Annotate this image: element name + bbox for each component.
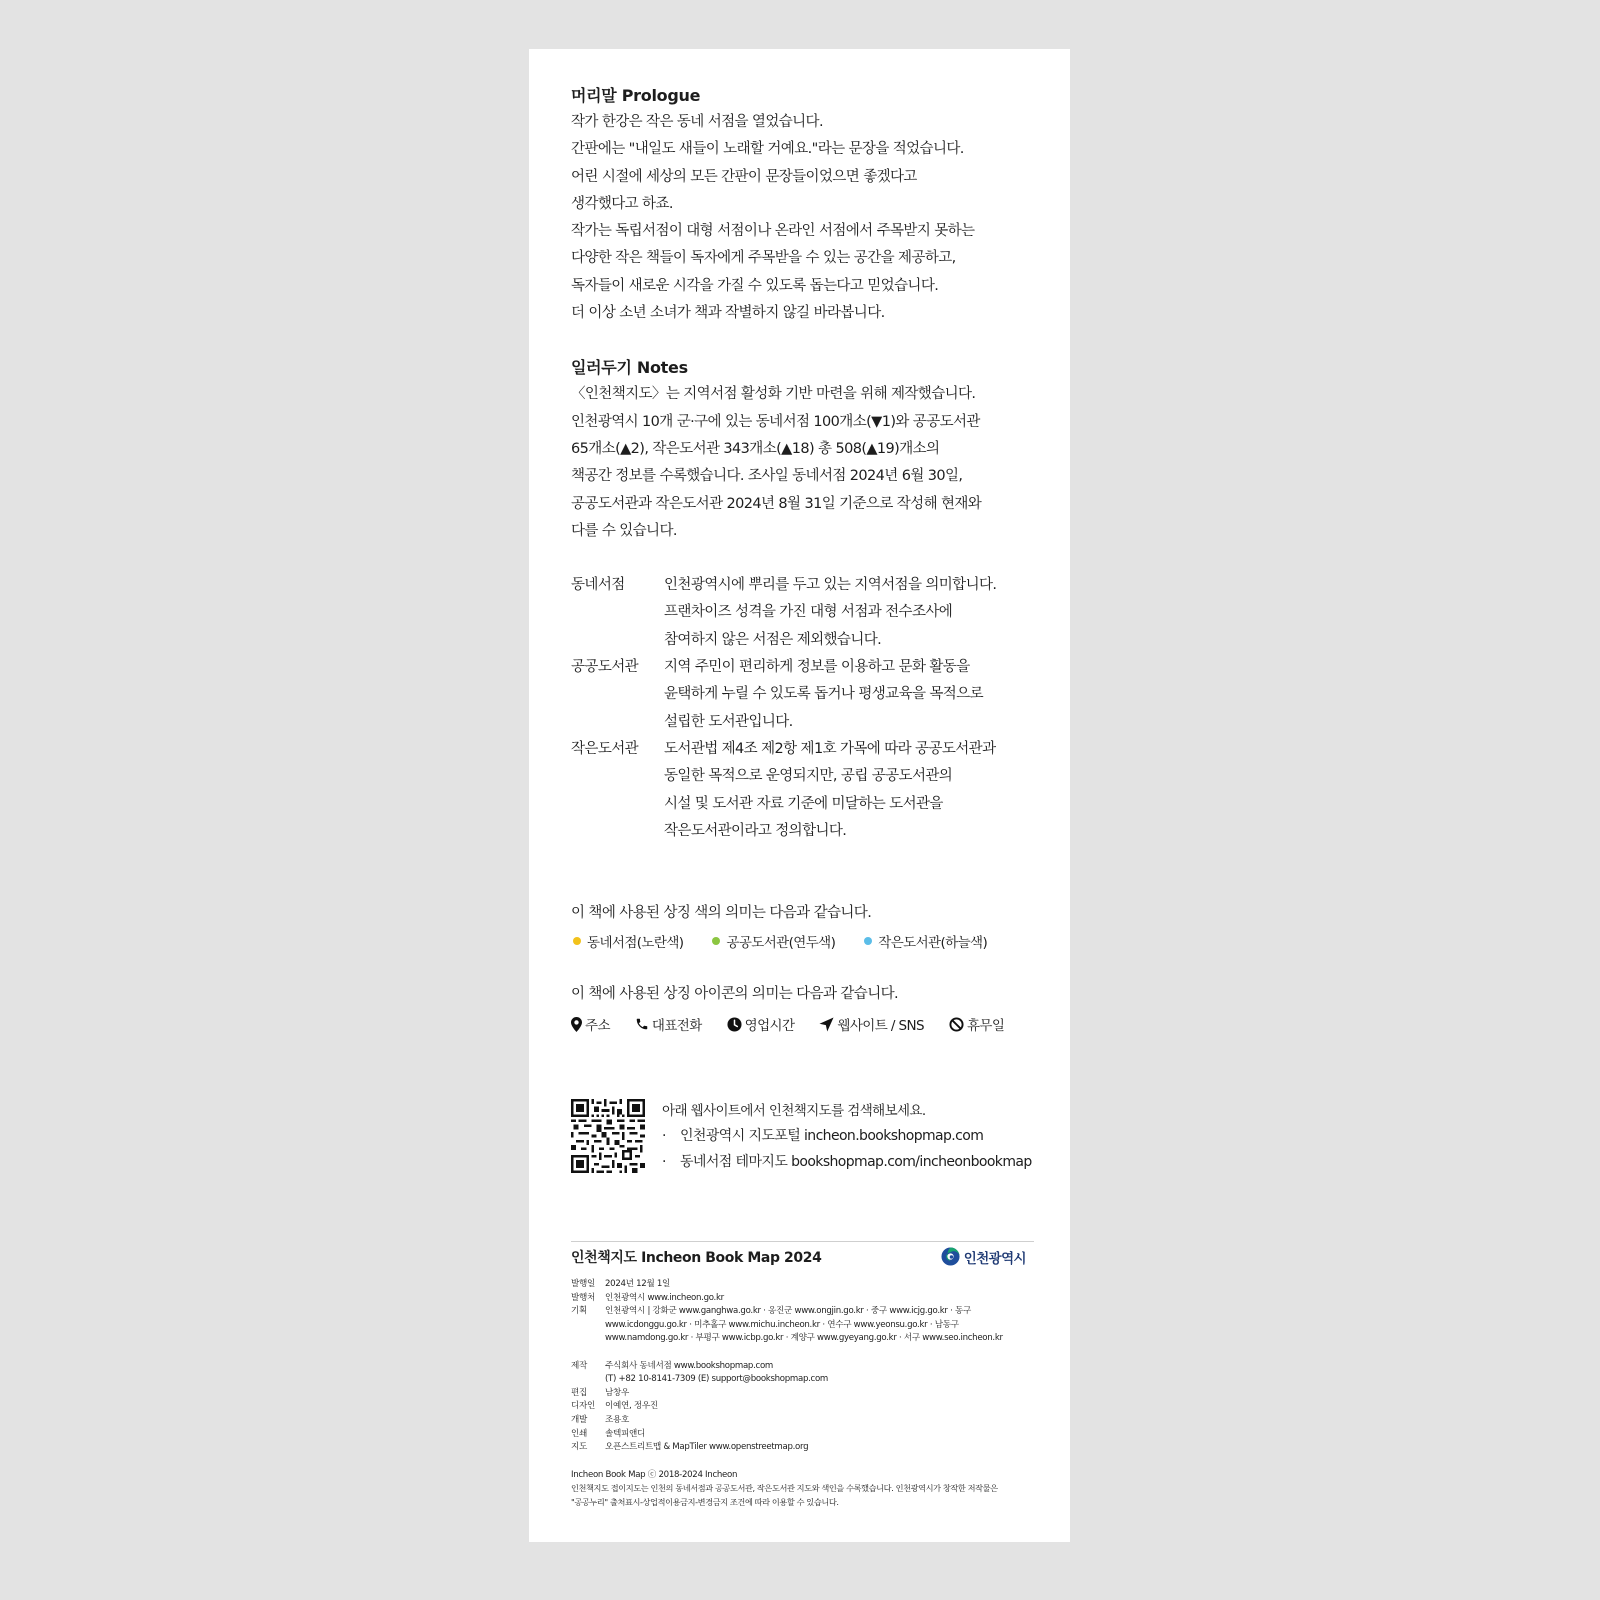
credit-row bbox=[571, 1414, 1034, 1428]
credit-value: 주식회사 동네서점 www.bookshopmap.com bbox=[605, 1360, 773, 1371]
definition-line: 윤택하게 누릴 수 있도록 돕거나 평생교육을 목적으로 bbox=[664, 686, 984, 703]
credit-label: 인쇄 bbox=[571, 1428, 588, 1439]
notes-line: 인천광역시 10개 군·구에 있는 동네서점 100개소(▼1)와 공공도서관 bbox=[571, 413, 980, 430]
credit-label bbox=[571, 1373, 605, 1387]
website-block bbox=[571, 1099, 1032, 1175]
definition-description bbox=[664, 736, 1041, 845]
icon-legend-label: 휴무일 bbox=[966, 1018, 1005, 1035]
navigation-arrow-icon bbox=[819, 1017, 834, 1032]
credit-label: 개발 bbox=[571, 1414, 588, 1425]
icon-legend-intro: 이 책에 사용된 상징 아이콘의 의미는 다음과 같습니다. bbox=[571, 986, 899, 1003]
definition-small-library bbox=[571, 736, 1041, 845]
website-link-text[interactable]: 인천광역시 지도포털 incheon.bookshopmap.com bbox=[680, 1128, 984, 1144]
credit-value: 조용호 bbox=[605, 1414, 630, 1425]
map-pin-icon bbox=[571, 1017, 582, 1032]
credit-label: 디자인 bbox=[571, 1401, 596, 1412]
clock-icon bbox=[727, 1017, 742, 1032]
definition-bookstore bbox=[571, 572, 1041, 654]
green-dot-icon bbox=[712, 937, 720, 945]
yellow-dot-icon bbox=[573, 937, 581, 945]
credit-label: 지도 bbox=[571, 1442, 588, 1453]
prologue-line: 생각했다고 하죠. bbox=[571, 195, 673, 212]
icon-legend-item-hours bbox=[727, 1014, 795, 1034]
prohibited-icon bbox=[949, 1017, 964, 1032]
prologue-heading: 머리말 Prologue bbox=[571, 86, 701, 105]
license-line: "공공누리" 출처표시-상업적이용금지-변경금지 조건에 따라 이용할 수 있습니다. bbox=[571, 1496, 839, 1507]
definition-line: 프랜차이즈 성격을 가진 대형 서점과 전수조사에 bbox=[664, 604, 953, 621]
bullet: · bbox=[662, 1153, 666, 1170]
phone-icon bbox=[635, 1017, 649, 1031]
definitions-table bbox=[571, 572, 1041, 845]
definition-description bbox=[664, 572, 1041, 654]
credit-value: www.icdonggu.go.kr · 미추홀구 www.michu.incheon.kr · 연수구 www.yeonsu.go.kr · 남동구 bbox=[605, 1319, 959, 1330]
prologue-line: 작가 한강은 작은 동네 서점을 열었습니다. bbox=[571, 114, 823, 130]
license-line: 인천책지도 접이지도는 인천의 동네서점과 공공도서관, 작은도서관 지도와 색인을 수록했습니다. 인천광역시가 창작한 저작물은 bbox=[571, 1483, 998, 1494]
credit-label: 제작 bbox=[571, 1360, 588, 1371]
icon-legend-label: 웹사이트 / SNS bbox=[837, 1018, 924, 1035]
incheon-logo bbox=[941, 1247, 1026, 1267]
sky-blue-dot-icon bbox=[864, 937, 872, 945]
page-content bbox=[571, 82, 1041, 1036]
credit-label: 편집 bbox=[571, 1387, 588, 1398]
definition-line: 지역 주민이 편리하게 정보를 이용하고 문화 활동을 bbox=[664, 659, 970, 676]
copyright: Incheon Book Map ⓒ 2018-2024 Incheon bbox=[571, 1469, 738, 1480]
credit-value: 솔텍피앤디 bbox=[605, 1428, 646, 1439]
color-legend-label: 동네서점(노란색) bbox=[587, 935, 684, 952]
website-intro: 아래 웹사이트에서 인천책지도를 검색해보세요. bbox=[662, 1103, 926, 1119]
prologue-line: 더 이상 소년 소녀가 책과 작별하지 않길 바라봅니다. bbox=[571, 305, 885, 322]
website-text bbox=[662, 1099, 1032, 1175]
color-legend-item-bookstore bbox=[571, 931, 683, 951]
credit-value: (T) +82 10-8141-7309 (E) support@bookshopmap.com bbox=[605, 1374, 828, 1385]
definition-line: 시설 및 도서관 자료 기준에 미달하는 도서관을 bbox=[664, 795, 943, 812]
definition-line: 설립한 도서관입니다. bbox=[664, 713, 793, 730]
credit-row bbox=[571, 1428, 1034, 1442]
color-legend-intro: 이 책에 사용된 상징 색의 의미는 다음과 같습니다. bbox=[571, 905, 872, 922]
icon-legend bbox=[571, 1012, 1041, 1036]
notes-line: 65개소(▲2), 작은도서관 343개소(▲18) 총 508(▲19)개소의 bbox=[571, 440, 940, 457]
website-link-map-portal[interactable] bbox=[662, 1124, 1032, 1150]
icon-legend-label: 영업시간 bbox=[744, 1018, 795, 1035]
color-legend bbox=[571, 929, 1041, 953]
credit-row bbox=[571, 1387, 1034, 1401]
credit-label bbox=[571, 1319, 605, 1333]
colophon-title: 인천책지도 Incheon Book Map 2024 bbox=[571, 1249, 822, 1266]
prologue-line: 어린 시절에 세상의 모든 간판이 문장들이었으면 좋겠다고 bbox=[571, 168, 917, 185]
notes-heading: 일러두기 Notes bbox=[571, 358, 688, 378]
icon-legend-label: 대표전화 bbox=[651, 1018, 702, 1035]
credit-row bbox=[571, 1292, 1034, 1306]
credit-value: 남창우 bbox=[605, 1387, 630, 1398]
color-legend-label: 공공도서관(연두색) bbox=[726, 935, 836, 952]
definition-line: 인천광역시에 뿌리를 두고 있는 지역서점을 의미합니다. bbox=[664, 577, 997, 594]
definition-description bbox=[664, 654, 1041, 736]
prologue-line: 다양한 작은 책들이 독자에게 주목받을 수 있는 공간을 제공하고, bbox=[571, 250, 956, 267]
credit-value: 인천광역시 www.incheon.go.kr bbox=[605, 1292, 724, 1303]
definition-line: 동일한 목적으로 운영되지만, 공립 공공도서관의 bbox=[664, 768, 953, 785]
icon-legend-item-address bbox=[571, 1014, 610, 1034]
notes-body bbox=[571, 381, 1041, 545]
bullet: · bbox=[662, 1128, 666, 1144]
credit-row bbox=[571, 1278, 1034, 1292]
prologue-line: 독자들이 새로운 시각을 가질 수 있도록 돕는다고 믿었습니다. bbox=[571, 277, 939, 294]
credits bbox=[571, 1278, 1034, 1455]
definition-line: 작은도서관이라고 정의합니다. bbox=[664, 822, 847, 839]
incheon-emblem-icon bbox=[941, 1247, 960, 1266]
website-link-theme-map[interactable] bbox=[662, 1150, 1032, 1176]
definition-line: 도서관법 제4조 제2항 제1호 가목에 따라 공공도서관과 bbox=[664, 740, 996, 757]
icon-legend-item-website bbox=[819, 1014, 924, 1034]
credit-value: 오픈스트리트맵 & MapTiler www.openstreetmap.org bbox=[605, 1442, 809, 1453]
credit-label: 기획 bbox=[571, 1306, 588, 1317]
notes-line: 다를 수 있습니다. bbox=[571, 522, 677, 539]
credit-label bbox=[571, 1332, 605, 1346]
credit-value: 2024년 12월 1일 bbox=[605, 1279, 671, 1289]
credit-value: 인천광역시 | 강화군 www.ganghwa.go.kr · 옹진군 www.ongjin.go.kr · 중구 www.icjg.go.kr · 동구 bbox=[605, 1306, 971, 1317]
book-page bbox=[529, 49, 1070, 1542]
qr-code-icon[interactable] bbox=[571, 1099, 645, 1173]
notes-line: 공공도서관과 작은도서관 2024년 8월 31일 기준으로 작성해 현재와 bbox=[571, 495, 982, 512]
credit-row bbox=[571, 1332, 1034, 1346]
prologue-body bbox=[571, 109, 1041, 327]
prologue-line: 작가는 독립서점이 대형 서점이나 온라인 서점에서 주목받지 못하는 bbox=[571, 223, 975, 240]
credit-label: 발행처 bbox=[571, 1292, 596, 1303]
definition-public-library bbox=[571, 654, 1041, 736]
icon-legend-item-closed bbox=[949, 1014, 1004, 1034]
colophon-header bbox=[571, 1242, 1034, 1271]
credit-row bbox=[571, 1319, 1034, 1333]
color-legend-item-small-library bbox=[862, 931, 987, 951]
credit-row bbox=[571, 1360, 1034, 1374]
notes-line: 책공간 정보를 수록했습니다. 조사일 동네서점 2024년 6월 30일, bbox=[571, 468, 963, 485]
definition-line: 참여하지 않은 서점은 제외했습니다. bbox=[664, 631, 882, 648]
prologue-line: 간판에는 "내일도 새들이 노래할 거예요."라는 문장을 적었습니다. bbox=[571, 141, 964, 158]
credit-value: 이예연, 정우진 bbox=[605, 1401, 658, 1412]
color-legend-label: 작은도서관(하늘색) bbox=[878, 935, 988, 952]
credit-value: www.namdong.go.kr · 부평구 www.icbp.go.kr · 계양구 www.gyeyang.go.kr · 서구 www.seo.incheon.kr bbox=[605, 1333, 1003, 1344]
credit-row bbox=[571, 1441, 1034, 1455]
definition-term: 공공도서관 bbox=[571, 659, 639, 676]
credit-label: 발행일 bbox=[571, 1279, 596, 1289]
credit-row bbox=[571, 1400, 1034, 1414]
icon-legend-item-phone bbox=[635, 1014, 702, 1034]
credit-row bbox=[571, 1373, 1034, 1387]
icon-legend-label: 주소 bbox=[585, 1018, 610, 1035]
definition-term: 작은도서관 bbox=[571, 740, 639, 757]
website-link-text[interactable]: 동네서점 테마지도 bookshopmap.com/incheonbookmap bbox=[680, 1153, 1032, 1170]
credit-row bbox=[571, 1305, 1034, 1319]
color-legend-item-public-library bbox=[710, 931, 835, 951]
definition-term: 동네서점 bbox=[571, 577, 625, 594]
logo-text: 인천광역시 bbox=[963, 1250, 1026, 1267]
notes-line: 〈인천책지도〉는 지역서점 활성화 기반 마련을 위해 제작했습니다. bbox=[571, 386, 976, 403]
colophon bbox=[571, 1241, 1034, 1510]
